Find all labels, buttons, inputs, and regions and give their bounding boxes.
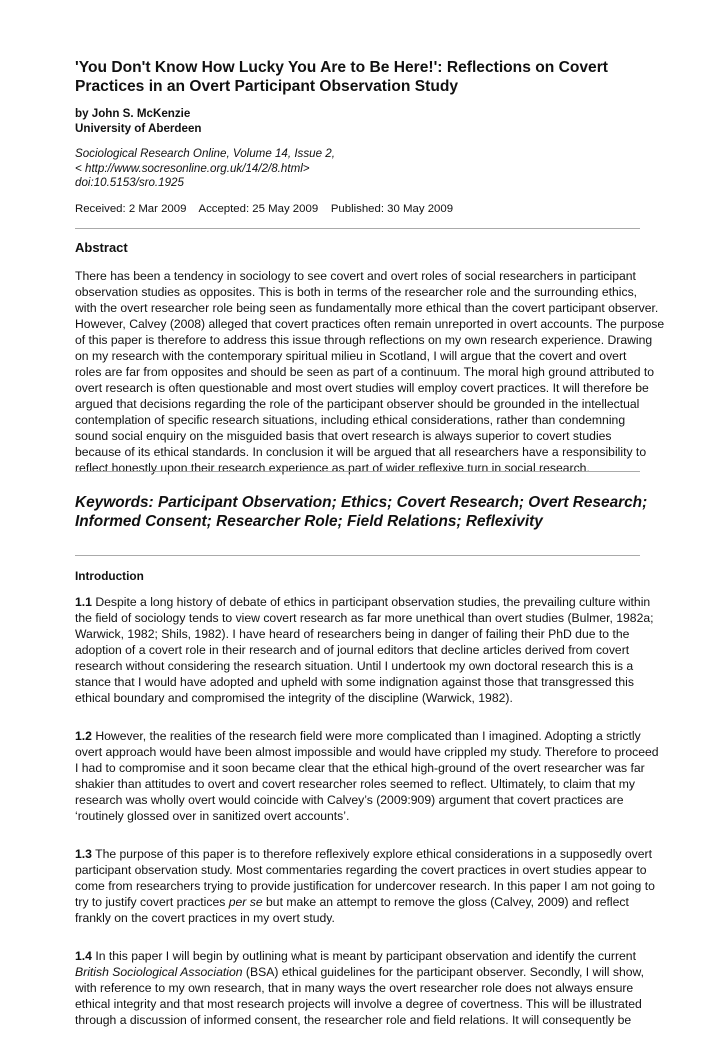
text: the field of sociology tends to view covert research as far more unethical than overt studies (Bulmer, 1982a; xyxy=(75,611,654,625)
journal-info: Sociological Research Online, Volume 14, Issue 2, xyxy=(75,147,335,160)
text: but make an attempt to remove the gloss (Calvey, 2009) and reflect xyxy=(262,895,629,909)
paragraph-line xyxy=(75,846,659,862)
introduction-body xyxy=(75,594,659,1050)
paragraph-line xyxy=(75,690,659,706)
paragraph-number: 1.2 xyxy=(75,729,92,743)
accepted-date: Accepted: 25 May 2009 xyxy=(198,203,319,215)
abstract-line: However, Calvey (2008) alleged that covert practices often remain unreported in overt accounts. The purpose xyxy=(75,317,665,331)
text: stance that I would have adopted and upheld with some indignation against those that transgressed this xyxy=(75,675,634,689)
abstract-line: reflect honestly upon their research experience as part of wider reflexive turn in social research. xyxy=(75,461,590,475)
paragraph-line xyxy=(75,964,659,980)
paragraph-line xyxy=(75,642,659,658)
paragraph-line xyxy=(75,878,659,894)
paragraph-line xyxy=(75,674,659,690)
text: through a discussion of informed consent, the researcher role and field relations. It will consequently be xyxy=(75,1013,632,1027)
keywords xyxy=(75,494,647,531)
abstract-line: argued that decisions regarding the role of the participant observer should be grounded in the intellectual xyxy=(75,397,640,411)
abstract-line: with the overt researcher role being seen as fundamentally more ethical than the covert participant observer. xyxy=(75,301,659,315)
text: In this paper I will begin by outlining what is meant by participant observation and identify the current xyxy=(91,949,636,963)
abstract-line: sound social enquiry on the misguided basis that overt research is always superior to covert studies xyxy=(75,429,612,443)
paragraph-number: 1.3 xyxy=(75,847,92,861)
author-name: by John S. McKenzie xyxy=(75,107,191,120)
paragraph-line xyxy=(75,808,659,824)
received-date: Received: 2 Mar 2009 xyxy=(75,203,187,215)
text: frankly on the covert practices in my overt study. xyxy=(75,911,335,925)
text: with reference to my own research, that in many ways the overt researcher role does not always ensure xyxy=(75,981,634,995)
paragraph-line xyxy=(75,980,659,996)
paragraph-1-2 xyxy=(75,728,659,824)
abstract-line: because of its ethical standards. In conclusion it will be argued that all researchers have a responsibility to xyxy=(75,445,647,459)
title-line: Practices in an Overt Participant Observation Study xyxy=(75,78,459,95)
paragraph-number: 1.1 xyxy=(75,595,92,609)
text: However, the realities of the research field were more complicated than I imagined. Adopting a strictly xyxy=(91,729,641,743)
text: ‘routinely glossed over in sanitized overt accounts’. xyxy=(75,809,350,823)
paragraph-line xyxy=(75,996,659,1012)
text: Despite a long history of debate of ethics in participant observation studies, the prevailing culture within xyxy=(91,595,651,609)
paragraph-line xyxy=(75,862,659,878)
text: Warwick, 1982; Shils, 1982). I have heard of researchers being in danger of failing their PhD due to the xyxy=(75,627,630,641)
abstract-text xyxy=(75,268,664,476)
text: I had to compromise and it soon became clear that the ethical high-ground of the overt researcher was far xyxy=(75,761,645,775)
paragraph-line xyxy=(75,744,659,760)
abstract-line: on my research with the contemporary spiritual milieu in Scotland, I will argue that the covert and overt xyxy=(75,349,627,363)
text: ethical integrity and that most research projects will involve a degree of covertness. This will be illustrated xyxy=(75,997,642,1011)
article-url[interactable]: < http://www.socresonline.org.uk/14/2/8.html> xyxy=(75,161,310,175)
text: participant observation study. Most commentaries regarding the covert practices in overt studies appear to xyxy=(75,863,647,877)
paragraph-line xyxy=(75,728,659,744)
text: try to justify covert practices xyxy=(75,895,229,909)
author-affiliation: University of Aberdeen xyxy=(75,122,202,135)
introduction-heading: Introduction xyxy=(75,569,144,583)
paragraph-1-3 xyxy=(75,846,659,926)
paragraph-1-4 xyxy=(75,948,659,1028)
publication-dates xyxy=(75,202,453,216)
text: research without considering the research situation. Until I undertook my own doctoral research this is a xyxy=(75,659,634,673)
abstract-line: There has been a tendency in sociology to see covert and overt roles of social researchers in participant xyxy=(75,269,636,283)
paragraph-line xyxy=(75,626,659,642)
keywords-line: Informed Consent; Researcher Role; Field Relations; Reflexivity xyxy=(75,512,543,530)
text: ethical boundary and compromised the integrity of the discipline (Warwick, 1982). xyxy=(75,691,513,705)
paragraph-line xyxy=(75,594,659,610)
published-date: Published: 30 May 2009 xyxy=(330,203,454,215)
abstract-line: of this paper is therefore to address this issue through reflections on my own research experience. Drawing xyxy=(75,333,653,347)
paragraph-number: 1.4 xyxy=(75,949,92,963)
paragraph-line xyxy=(75,948,659,964)
paragraph-line xyxy=(75,792,659,808)
abstract-line: overt research is often questionable and most overt studies will employ covert practices. It will therefore be xyxy=(75,381,649,395)
text: The purpose of this paper is to therefore reflexively explore ethical considerations in a supposedly overt xyxy=(91,847,652,861)
italic-text: British Sociological Association xyxy=(75,965,243,979)
divider xyxy=(75,471,640,472)
abstract-line: roles are far from opposites and should be seen as part of a continuum. The moral high ground attributed to xyxy=(75,365,655,379)
paper-title xyxy=(75,58,608,96)
paragraph-line xyxy=(75,760,659,776)
paragraph-line xyxy=(75,658,659,674)
paragraph-1-1 xyxy=(75,594,659,706)
italic-text: per se xyxy=(228,895,263,909)
text: overt approach would have been almost impossible and would have crippled my study. Therefore to proceed xyxy=(75,745,659,759)
citation-block xyxy=(75,147,335,191)
abstract-heading: Abstract xyxy=(75,240,128,255)
author-block xyxy=(75,106,202,136)
paragraph-line xyxy=(75,776,659,792)
text: shakier than attitudes to overt and covert researcher roles seemed to reflect. Ultimately, to claim that my xyxy=(75,777,635,791)
paragraph-line xyxy=(75,1012,659,1028)
doi: doi:10.5153/sro.1925 xyxy=(75,176,184,189)
divider xyxy=(75,555,640,556)
title-line: 'You Don't Know How Lucky You Are to Be Here!': Reflections on Covert xyxy=(75,59,608,76)
abstract-line: observation studies as opposites. This is both in terms of the researcher role and the surrounding ethics, xyxy=(75,285,638,299)
abstract-line: contemplation of specific research situations, including ethical considerations, rather than condemning xyxy=(75,413,626,427)
text: adoption of a covert role in their research and of journal editors that decline articles derived from covert xyxy=(75,643,630,657)
paragraph-line xyxy=(75,610,659,626)
text: come from researchers trying to provide justification for undercover research. In this paper I am not going to xyxy=(75,879,655,893)
text: (BSA) ethical guidelines for the participant observer. Secondly, I will show, xyxy=(242,965,645,979)
divider xyxy=(75,228,640,229)
keywords-line: Keywords: Participant Observation; Ethics; Covert Research; Overt Research; xyxy=(75,494,648,511)
text: research was wholly overt would coincide with Calvey’s (2009:909) argument that covert practices are xyxy=(75,793,624,807)
paragraph-line xyxy=(75,910,659,926)
paragraph-line xyxy=(75,894,659,910)
